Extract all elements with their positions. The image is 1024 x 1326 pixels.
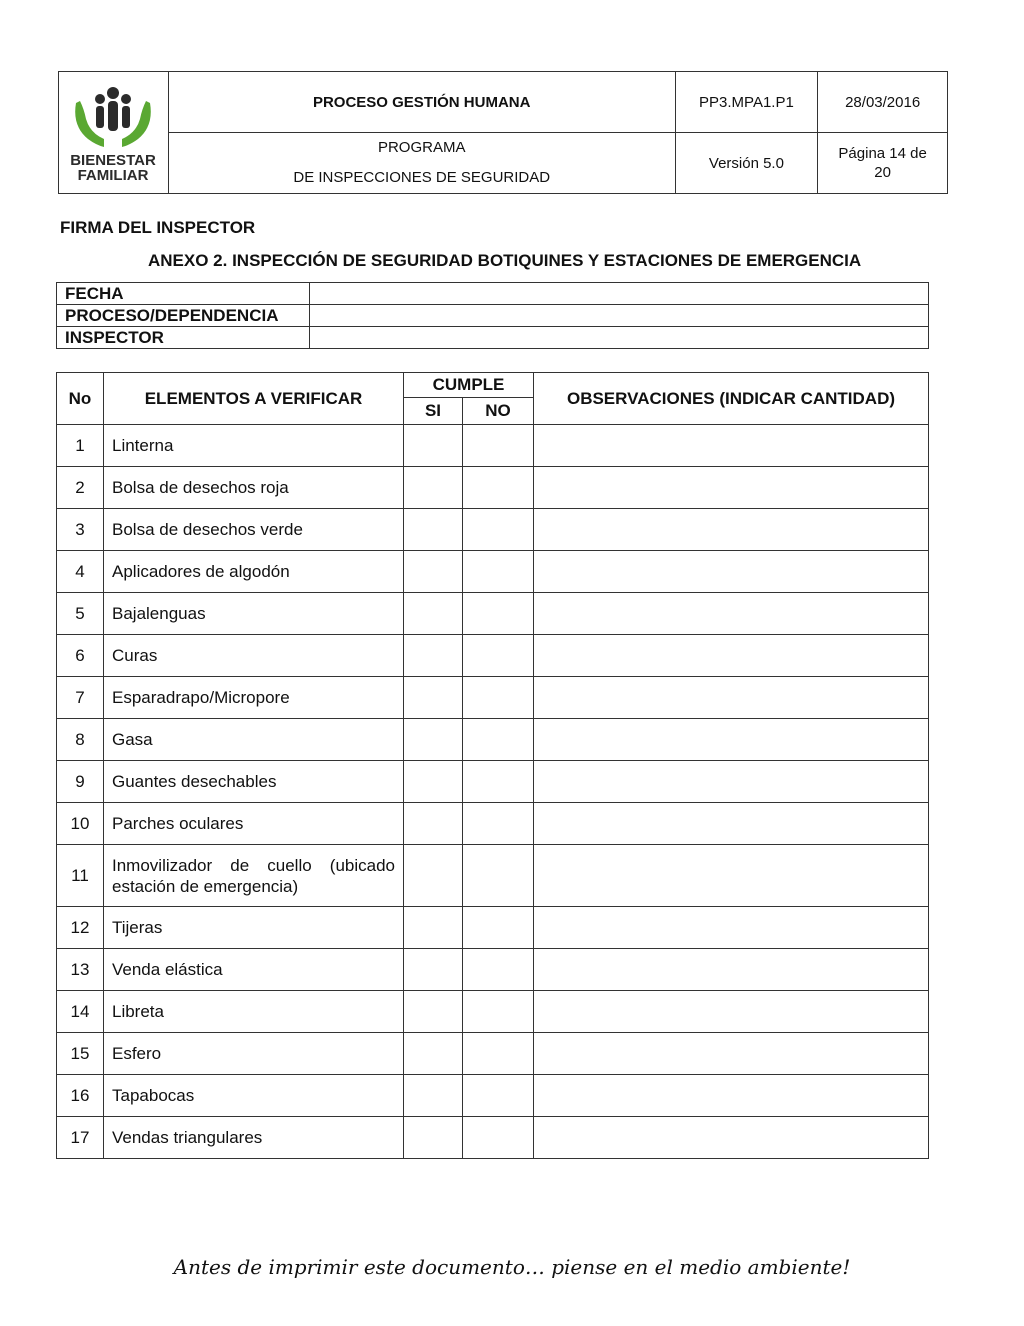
info-label: INSPECTOR — [57, 327, 310, 349]
document-code: PP3.MPA1.P1 — [675, 72, 818, 133]
no-cell[interactable] — [463, 761, 534, 803]
no-cell[interactable] — [463, 467, 534, 509]
row-number: 4 — [57, 551, 104, 593]
row-item: Tapabocas — [104, 1075, 404, 1117]
row-item: Venda elástica — [104, 949, 404, 991]
si-cell[interactable] — [404, 1117, 463, 1159]
program-line2: DE INSPECCIONES DE SEGURIDAD — [293, 169, 551, 186]
inspector-field[interactable] — [310, 327, 929, 349]
observations-cell[interactable] — [534, 635, 929, 677]
row-item: Esparadrapo/Micropore — [104, 677, 404, 719]
row-number: 7 — [57, 677, 104, 719]
table-row — [57, 907, 929, 949]
row-number: 6 — [57, 635, 104, 677]
no-cell[interactable] — [463, 635, 534, 677]
si-cell[interactable] — [404, 635, 463, 677]
row-item: Vendas triangulares — [104, 1117, 404, 1159]
checklist-table — [56, 372, 929, 1159]
no-cell[interactable] — [463, 1033, 534, 1075]
col-header-no-cumple: NO — [463, 398, 534, 425]
no-cell[interactable] — [463, 593, 534, 635]
si-cell[interactable] — [404, 719, 463, 761]
document-version: Versión 5.0 — [675, 133, 818, 194]
observations-cell[interactable] — [534, 467, 929, 509]
proceso-field[interactable] — [310, 305, 929, 327]
row-number: 8 — [57, 719, 104, 761]
info-label: FECHA — [57, 283, 310, 305]
document-header — [58, 71, 948, 194]
row-item: Aplicadores de algodón — [104, 551, 404, 593]
family-hands-logo-icon — [68, 81, 158, 181]
col-header-cumple: CUMPLE — [404, 373, 534, 398]
no-cell[interactable] — [463, 907, 534, 949]
row-number: 12 — [57, 907, 104, 949]
table-row — [57, 803, 929, 845]
observations-cell[interactable] — [534, 677, 929, 719]
row-number: 2 — [57, 467, 104, 509]
no-cell[interactable] — [463, 1117, 534, 1159]
observations-cell[interactable] — [534, 1033, 929, 1075]
row-number: 9 — [57, 761, 104, 803]
observations-cell[interactable] — [534, 907, 929, 949]
table-row — [57, 509, 929, 551]
si-cell[interactable] — [404, 551, 463, 593]
program-title — [168, 133, 675, 194]
row-number: 15 — [57, 1033, 104, 1075]
si-cell[interactable] — [404, 845, 463, 907]
si-cell[interactable] — [404, 593, 463, 635]
info-table — [56, 282, 929, 349]
no-cell[interactable] — [463, 949, 534, 991]
program-line1: PROGRAMA — [377, 139, 466, 156]
table-row — [57, 467, 929, 509]
table-row — [57, 1033, 929, 1075]
firma-label: FIRMA DEL INSPECTOR — [60, 218, 256, 237]
logo-cell — [59, 72, 169, 194]
table-row — [57, 991, 929, 1033]
observations-cell[interactable] — [534, 761, 929, 803]
row-number: 13 — [57, 949, 104, 991]
si-cell[interactable] — [404, 1075, 463, 1117]
row-number: 3 — [57, 509, 104, 551]
info-row — [57, 283, 929, 305]
row-number: 16 — [57, 1075, 104, 1117]
document-date: 28/03/2016 — [818, 72, 948, 133]
row-item: Guantes desechables — [104, 761, 404, 803]
row-item: Bolsa de desechos roja — [104, 467, 404, 509]
row-item: Linterna — [104, 425, 404, 467]
observations-cell[interactable] — [534, 1075, 929, 1117]
table-row — [57, 719, 929, 761]
logo-line1: BIENESTAR — [70, 151, 157, 169]
row-item: Libreta — [104, 991, 404, 1033]
table-row — [57, 551, 929, 593]
table-row — [57, 593, 929, 635]
row-number: 14 — [57, 991, 104, 1033]
si-cell[interactable] — [404, 803, 463, 845]
table-row — [57, 635, 929, 677]
col-header-no: No — [57, 373, 104, 425]
table-row — [57, 425, 929, 467]
row-number: 17 — [57, 1117, 104, 1159]
info-label: PROCESO/DEPENDENCIA — [57, 305, 310, 327]
footer-note: Antes de imprimir este documento… piense en el medio ambiente! — [173, 1255, 851, 1279]
fecha-field[interactable] — [310, 283, 929, 305]
row-number: 5 — [57, 593, 104, 635]
no-cell[interactable] — [463, 1075, 534, 1117]
observations-cell[interactable] — [534, 991, 929, 1033]
anexo-title: ANEXO 2. INSPECCIÓN DE SEGURIDAD BOTIQUINES Y ESTACIONES DE EMERGENCIA — [148, 251, 862, 270]
info-row — [57, 327, 929, 349]
no-cell[interactable] — [463, 719, 534, 761]
no-cell[interactable] — [463, 677, 534, 719]
observations-cell[interactable] — [534, 509, 929, 551]
observations-cell[interactable] — [534, 803, 929, 845]
page-line1: Página 14 de — [838, 145, 927, 162]
no-cell[interactable] — [463, 991, 534, 1033]
row-item: Inmovilizador de cuello (ubicado estación de emergencia) — [104, 845, 404, 907]
row-number: 10 — [57, 803, 104, 845]
observations-cell[interactable] — [534, 949, 929, 991]
si-cell[interactable] — [404, 509, 463, 551]
page-number — [818, 133, 948, 194]
observations-cell[interactable] — [534, 845, 929, 907]
col-header-observations: OBSERVACIONES (INDICAR CANTIDAD) — [534, 373, 929, 425]
row-item: Parches oculares — [104, 803, 404, 845]
no-cell[interactable] — [463, 551, 534, 593]
table-row — [57, 1075, 929, 1117]
row-number: 1 — [57, 425, 104, 467]
row-number: 11 — [57, 845, 104, 907]
row-item: Bajalenguas — [104, 593, 404, 635]
si-cell[interactable] — [404, 467, 463, 509]
info-row — [57, 305, 929, 327]
row-item: Tijeras — [104, 907, 404, 949]
si-cell[interactable] — [404, 1033, 463, 1075]
table-row — [57, 845, 929, 907]
observations-cell[interactable] — [534, 593, 929, 635]
table-row — [57, 761, 929, 803]
no-cell[interactable] — [463, 509, 534, 551]
si-cell[interactable] — [404, 677, 463, 719]
si-cell[interactable] — [404, 949, 463, 991]
observations-cell[interactable] — [534, 1117, 929, 1159]
no-cell[interactable] — [463, 425, 534, 467]
row-item: Bolsa de desechos verde — [104, 509, 404, 551]
table-row — [57, 1117, 929, 1159]
page-line2: 20 — [874, 164, 891, 181]
row-item: Gasa — [104, 719, 404, 761]
table-row — [57, 677, 929, 719]
observations-cell[interactable] — [534, 551, 929, 593]
no-cell[interactable] — [463, 845, 534, 907]
col-header-elements: ELEMENTOS A VERIFICAR — [104, 373, 404, 425]
observations-cell[interactable] — [534, 425, 929, 467]
si-cell[interactable] — [404, 907, 463, 949]
row-item: Esfero — [104, 1033, 404, 1075]
row-item: Curas — [104, 635, 404, 677]
col-header-si: SI — [404, 398, 463, 425]
table-row — [57, 949, 929, 991]
no-cell[interactable] — [463, 803, 534, 845]
logo-line2: FAMILIAR — [78, 166, 149, 181]
si-cell[interactable] — [404, 991, 463, 1033]
si-cell[interactable] — [404, 425, 463, 467]
observations-cell[interactable] — [534, 719, 929, 761]
si-cell[interactable] — [404, 761, 463, 803]
process-title: PROCESO GESTIÓN HUMANA — [168, 72, 675, 133]
